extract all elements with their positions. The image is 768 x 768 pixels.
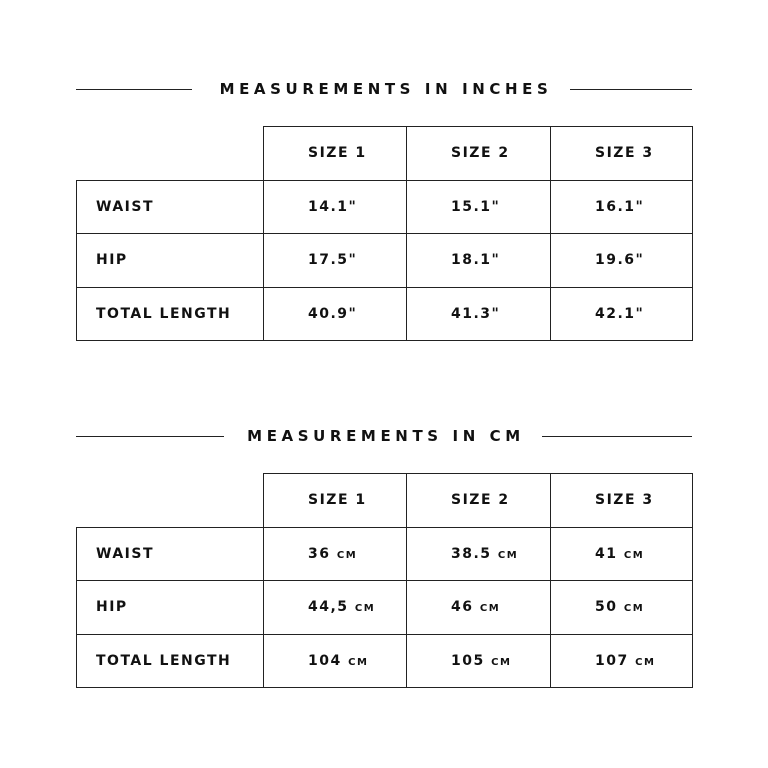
column-header-size-2: SIZE 2	[407, 474, 551, 528]
table-cell: 19.6"	[551, 234, 693, 288]
cm-table	[76, 473, 693, 688]
table-row	[77, 581, 693, 635]
unit-label: cm	[623, 545, 645, 562]
table-cell: 36 cm	[264, 527, 407, 581]
unit-label: cm	[354, 599, 376, 616]
column-header-size-3: SIZE 3	[551, 127, 693, 181]
inches-heading-label: MEASUREMENTS IN INCHES	[208, 80, 561, 98]
unit-label: cm	[348, 652, 369, 669]
unit-label: cm	[497, 545, 519, 562]
table-cell: 17.5"	[264, 234, 407, 288]
corner-cell	[77, 474, 264, 528]
cm-heading-label: MEASUREMENTS IN CM	[235, 427, 533, 445]
table-cell: 41.3"	[407, 287, 551, 341]
cm-heading	[76, 423, 692, 449]
table-cell: 38.5 cm	[407, 527, 551, 581]
table-row	[77, 287, 693, 341]
unit-label: cm	[623, 599, 645, 616]
inches-heading-row	[76, 76, 692, 102]
row-label-hip: HIP	[77, 234, 264, 288]
table-cell: 107 cm	[551, 634, 693, 688]
row-label-waist: WAIST	[77, 527, 264, 581]
table-cell: 14.1"	[264, 180, 407, 234]
table-cell: 42.1"	[551, 287, 693, 341]
row-label-total-length: TOTAL LENGTH	[77, 634, 264, 688]
column-header-size-1: SIZE 1	[264, 474, 407, 528]
row-label-hip: HIP	[77, 581, 264, 635]
row-label-waist: WAIST	[77, 180, 264, 234]
table-cell: 18.1"	[407, 234, 551, 288]
inches-table	[76, 126, 693, 341]
unit-label: cm	[479, 599, 501, 616]
table-row	[77, 180, 693, 234]
table-cell: 104 cm	[264, 634, 407, 688]
inches-section	[0, 76, 768, 322]
table-header-row	[77, 474, 693, 528]
table-cell: 44,5 cm	[264, 581, 407, 635]
table-header-row	[77, 127, 693, 181]
column-header-size-1: SIZE 1	[264, 127, 407, 181]
cm-heading-row	[76, 423, 692, 449]
table-cell: 40.9"	[264, 287, 407, 341]
column-header-size-2: SIZE 2	[407, 127, 551, 181]
inches-heading	[76, 76, 692, 102]
row-label-total-length: TOTAL LENGTH	[77, 287, 264, 341]
unit-label: cm	[635, 652, 656, 669]
unit-label: cm	[491, 652, 512, 669]
table-cell: 50 cm	[551, 581, 693, 635]
table-row	[77, 234, 693, 288]
table-row	[77, 527, 693, 581]
cm-section	[0, 423, 768, 669]
table-cell: 15.1"	[407, 180, 551, 234]
table-cell: 105 cm	[407, 634, 551, 688]
table-row	[77, 634, 693, 688]
table-cell: 46 cm	[407, 581, 551, 635]
table-cell: 41 cm	[551, 527, 693, 581]
corner-cell	[77, 127, 264, 181]
unit-label: cm	[336, 545, 358, 562]
table-cell: 16.1"	[551, 180, 693, 234]
column-header-size-3: SIZE 3	[551, 474, 693, 528]
